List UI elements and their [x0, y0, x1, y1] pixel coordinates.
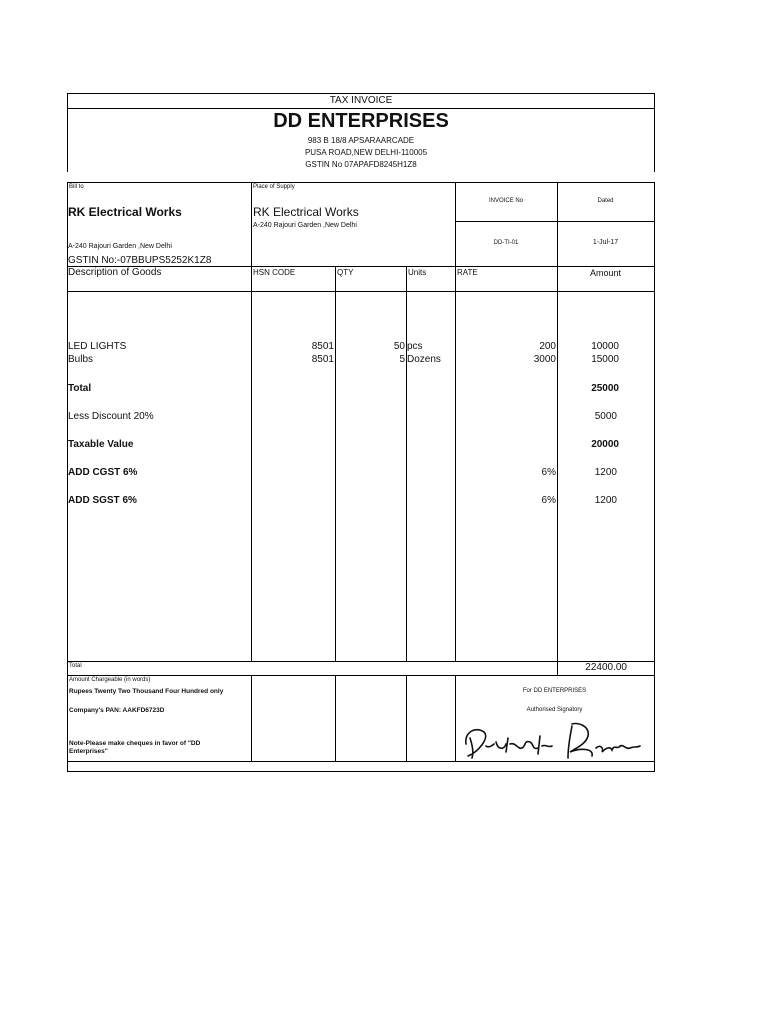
taxable-value-label: Taxable Value: [68, 439, 134, 450]
dated-label: Dated: [597, 198, 614, 204]
company-pan: Company's PAN: AAKFD6723D: [69, 707, 165, 714]
company-address-line1: 983 B 18/8 APSARAARCADE: [307, 136, 415, 145]
sgst-value: 1200: [594, 495, 617, 506]
discount-label: Less Discount 20%: [68, 411, 154, 422]
col-header-qty: QTY: [337, 268, 354, 277]
taxable-value: 20000: [591, 439, 619, 450]
bill-to-gstin: GSTIN No:-07BBUPS5252K1Z8: [68, 255, 212, 266]
company-name: DD ENTERPRISES: [273, 110, 449, 132]
item-units: pcs: [407, 341, 423, 352]
item-rate: 200: [539, 341, 556, 352]
invoice-no-value: DD-TI-01: [493, 240, 519, 246]
item-rate: 3000: [533, 354, 556, 365]
grand-total-label: Total: [69, 663, 82, 669]
amount-in-words: Rupees Twenty Two Thousand Four Hundred only: [69, 688, 224, 695]
item-amount: 15000: [591, 354, 619, 365]
amount-words-label: Amount Chargeable (in words): [69, 677, 151, 683]
discount-value: 5000: [594, 411, 617, 422]
company-address-line2: PUSA ROAD,NEW DELHI-110005: [304, 148, 428, 157]
cheque-note-line1: Note-Please make cheques in favor of "DD: [69, 740, 201, 747]
item-amount: 10000: [591, 341, 619, 352]
cgst-value: 1200: [594, 467, 617, 478]
bill-to-name: RK Electrical Works: [68, 205, 182, 219]
item-units: Dozens: [407, 354, 441, 365]
item-hsn: 8501: [311, 341, 334, 352]
company-gstin: GSTIN No 07APAFD8245H1Z8: [305, 160, 417, 169]
bill-to-address: A-240 Rajouri Garden ,New Delhi: [68, 243, 172, 250]
col-header-hsn: HSN CODE: [253, 268, 296, 277]
col-header-amount: Amount: [589, 268, 621, 278]
col-header-rate: RATE: [457, 268, 478, 277]
sgst-label: ADD SGST 6%: [68, 495, 137, 506]
supply-address: A-240 Rajouri Garden ,New Delhi: [253, 222, 357, 229]
item-description: LED LIGHTS: [68, 341, 127, 352]
col-header-description: Description of Goods: [68, 267, 162, 278]
signature-image: [460, 718, 642, 762]
grand-total-value: 22400.00: [585, 662, 627, 673]
for-company: For DD ENTERPRISES: [522, 688, 587, 694]
place-of-supply-label: Place of Supply: [253, 184, 295, 190]
item-description: Bulbs: [68, 354, 94, 365]
col-header-units: Units: [408, 268, 427, 277]
invoice-no-label: INVOICE No: [488, 198, 523, 204]
cgst-label: ADD CGST 6%: [68, 467, 138, 478]
item-qty: 5: [399, 354, 405, 365]
supply-name: RK Electrical Works: [253, 205, 359, 219]
invoice-date-value: 1-Jul-17: [592, 239, 619, 246]
cheque-note-line2: Enterprises": [69, 748, 108, 755]
bill-to-label: Bill to: [69, 184, 84, 190]
sgst-rate: 6%: [541, 495, 556, 506]
subtotal-value: 25000: [591, 383, 619, 394]
subtotal-label: Total: [68, 383, 92, 394]
cgst-rate: 6%: [541, 467, 556, 478]
item-qty: 50: [393, 341, 405, 352]
item-hsn: 8501: [311, 354, 334, 365]
doc-type-title: TAX INVOICE: [329, 95, 393, 106]
authorised-signatory: Authorised Signatory: [526, 707, 583, 713]
